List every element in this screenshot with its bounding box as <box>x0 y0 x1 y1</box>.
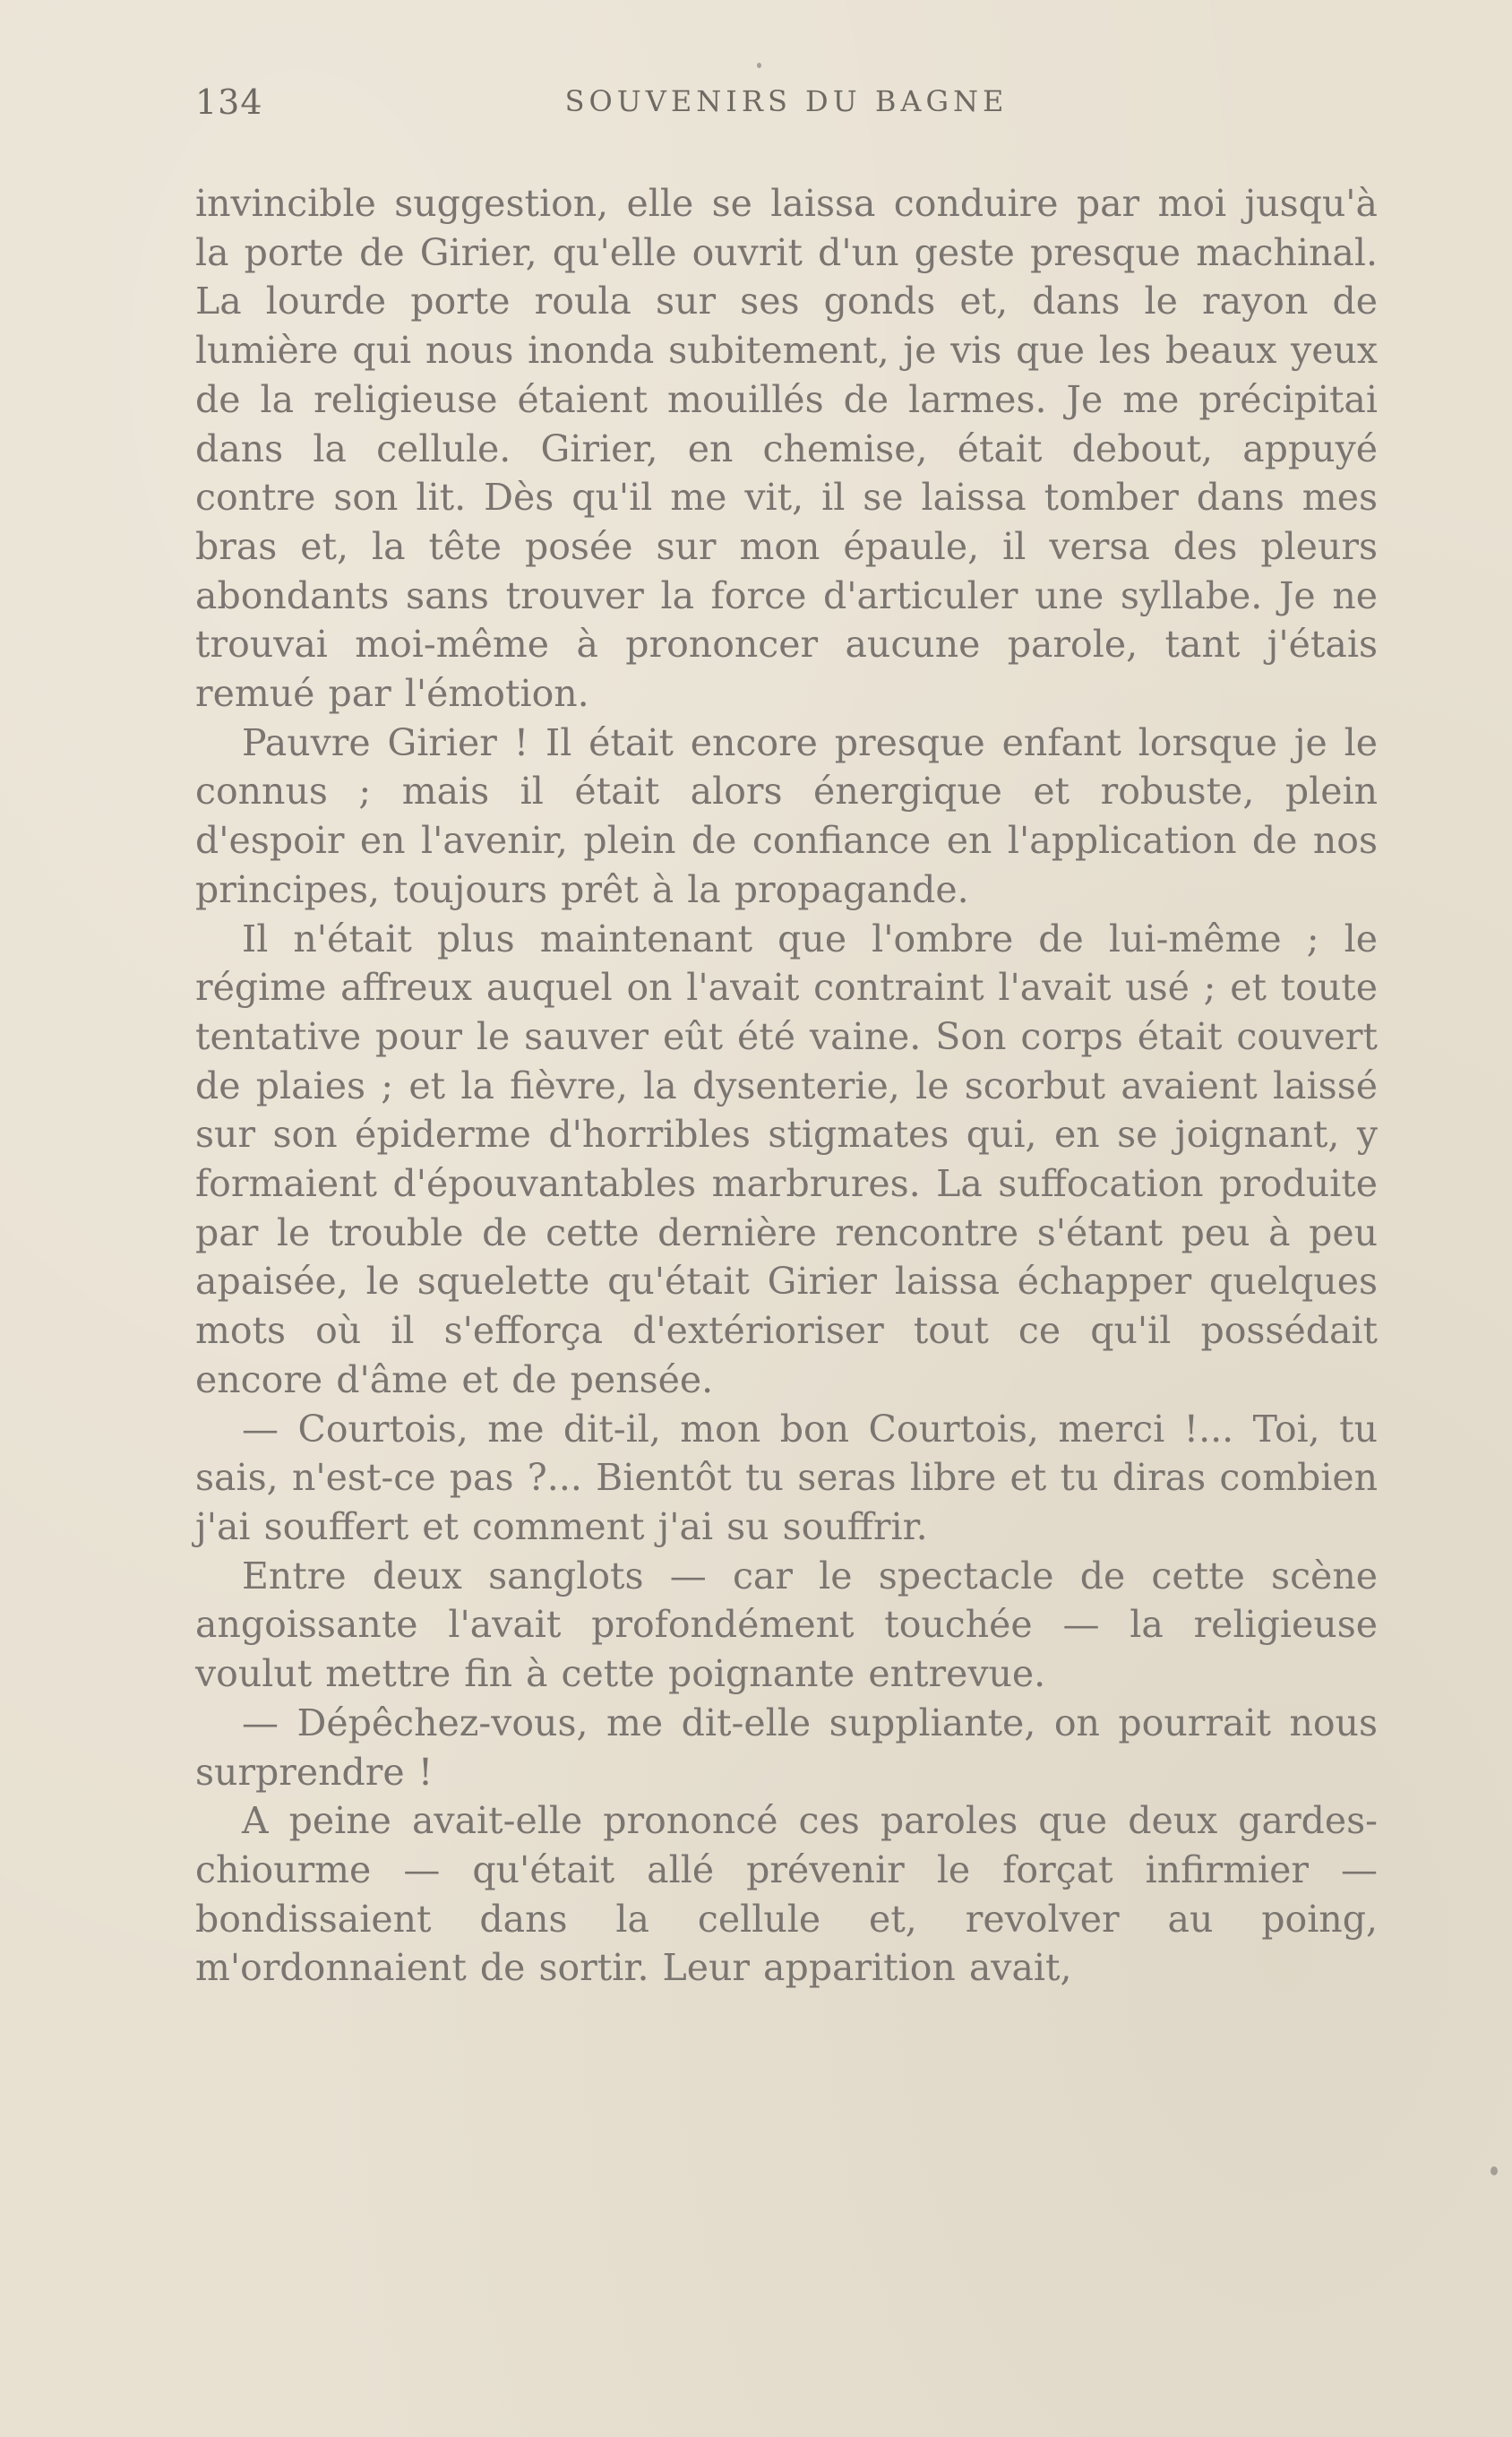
running-head <box>195 82 1378 136</box>
paper-speck <box>1491 2166 1498 2175</box>
paragraph-depechez-vous: — Dépêchez-vous, me dit-elle suppliante, on pourrait nous surprendre ! <box>195 1701 1378 1794</box>
paper-speck <box>757 63 761 68</box>
paragraph-continued: invincible suggestion, elle se laissa conduire par moi jusqu'à la porte de Girier, qu'elle ouvrit d'un geste presque machinal. La lourde porte roula sur ses gonds et, dans le rayon de lumière qui nous inonda subitement, je vis que les beaux yeux de la religieuse étaient mouillés de larmes. Je me précipitai dans la cellule. Girier, en chemise, était debout, appuyé contre son lit. Dès qu'il me vit, il se laissa tomber dans mes bras et, la tête posée sur mon épaule, il versa des pleurs abondants sans trouver la force d'articuler une syllabe. Je ne trouvai moi-même à prononcer aucune parole, tant j'étais remué par l'émotion. <box>195 182 1378 716</box>
paragraph-dialogue-girier: — Courtois, me dit-il, mon bon Courtois, merci !... Toi, tu sais, n'est-ce pas ?... Bientôt tu seras libre et tu diras combien j'ai souffert et comment j'ai su souffrir. <box>195 1407 1378 1548</box>
running-title: SOUVENIRS DU BAGNE <box>564 84 1009 118</box>
paragraph-sanglots: Entre deux sanglots — car le spectacle de cette scène angoissante l'avait profondément touchée — la religieuse voulut mettre fin à cette poignante entrevue. <box>195 1554 1378 1696</box>
paragraph-pauvre-girier: Pauvre Girier ! Il était encore presque enfant lorsque je le connus ; mais il était alors énergique et robuste, plein d'espoir en l'avenir, plein de confiance en l'application de nos principes, toujours prêt à la propagande. <box>195 720 1378 911</box>
paragraph-ombre: Il n'était plus maintenant que l'ombre de lui-même ; le régime affreux auquel on l'avait contraint l'avait usé ; et toute tentative pour le sauver eût été vaine. Son corps était couvert de plaies ; et la fièvre, la dysenterie, le scorbut avaient laissé sur son épiderme d'horribles stigmates qui, en se joignant, y formaient d'épouvantables marbrures. La suffocation produite par le trouble de cette dernière rencontre s'étant peu à peu apaisée, le squelette qu'était Girier laissa échapper quelques mots où il s'efforça d'extérioriser tout ce qu'il possédait encore d'âme et de pensée. <box>195 917 1378 1401</box>
page-number: 134 <box>195 82 263 122</box>
paragraph-a-peine: A peine avait-elle prononcé ces paroles que deux gardes-chiourme — qu'était allé prévenir le forçat infirmier — bondissaient dans la cellule et, revolver au poing, m'ordonnaient de sortir. Leur apparition avait, <box>195 1799 1378 1990</box>
body-text <box>195 179 1378 1993</box>
